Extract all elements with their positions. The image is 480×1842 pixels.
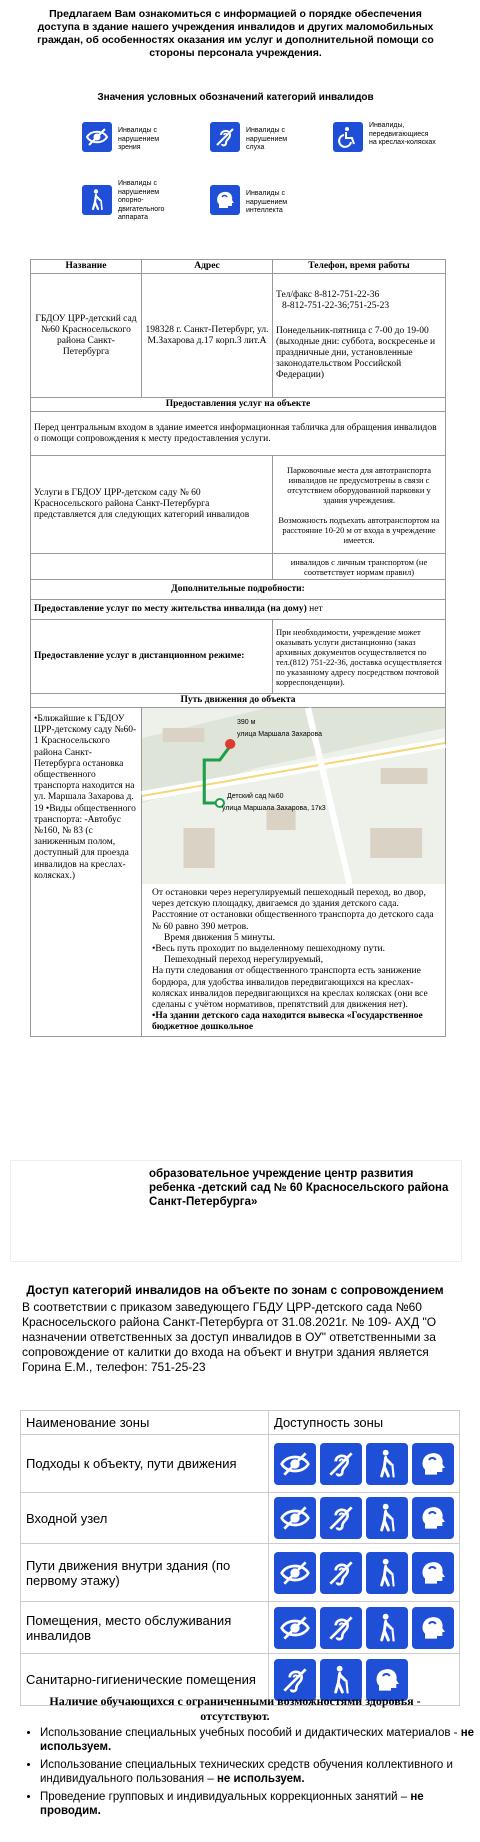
zone-name: Входной узел <box>21 1493 269 1544</box>
remote-value: При необходимости, учреждение может оказывать услуги дистанционно (заказ архивных документов осуществляется по тел.(812) 751-22-36, доставка осуществляется по указанному адресу посредством почтовой корреспонденции). <box>273 620 446 694</box>
legend-label-intellect: Инвалиды с нарушением интеллекта <box>246 190 288 214</box>
table-row <box>21 1602 460 1654</box>
hearing-icon <box>210 122 240 152</box>
zone-name: Помещения, место обслуживания инвалидов <box>21 1602 269 1654</box>
walking-cane-icon <box>366 1607 408 1649</box>
legend-label-mobility: Инвалиды с нарушением опорно-двигательного аппарата <box>118 180 165 221</box>
map-address: улица Маршала Захарова, 17к3 <box>222 805 326 812</box>
zone-access-icons <box>269 1435 460 1493</box>
students-list <box>18 1726 480 1818</box>
map-kindergarten: Детский сад №60 <box>227 793 284 800</box>
parking-text-3: инвалидов с личным транспортом (не соответствует нормам правил) <box>273 554 446 580</box>
table-row <box>21 1544 460 1602</box>
org-address: 198328 г. Санкт-Петербург, ул. М.Захарова д.17 корп.3 лит.А <box>142 274 273 398</box>
intro-text: Предлагаем Вам ознакомиться с информацией о порядке обеспечения доступа в здание нашего учреждения инвалидов и других маломобильных граждан, об особенностях оказания им услуг и дополнительной помощи со стороны персонала учреждения. <box>37 8 434 59</box>
route-point: На пути следования от общественного транспорта есть занижение бордюра, для удобства инвалидов передвигающихся на креслах- колясках инвалидов передвигающихся на креслах колясках (они все сделаны с учётом нормативов, препятствий для движения нет). <box>152 966 428 1011</box>
route-left: •Ближайшие к ГБДОУ ЦРР-детскому саду №60-1 Красносельского района Санкт-Петербурга остановка общественного транспорта находится на ул. Маршала Захарова д. 19 •Виды общественного транспорта: -Автобус №160, № 83 (с заниженным полом, доступный для проезда инвалидов на креслах-колясках.) <box>31 708 142 1037</box>
vision-icon <box>274 1443 316 1485</box>
home-service <box>31 600 446 620</box>
walking-cane-icon <box>366 1552 408 1594</box>
walking-cane-icon <box>82 185 112 215</box>
vision-icon <box>274 1552 316 1594</box>
services-text: Перед центральным входом в здание имеется информационная табличка для обращения инвалидов о помощи сопровождения к месту предоставления услуги. <box>31 412 446 456</box>
table-row <box>21 1435 460 1493</box>
vision-icon <box>82 122 112 152</box>
zone-name: Санитарно-гигиенические помещения <box>21 1654 269 1706</box>
zones-table <box>20 1410 460 1706</box>
org-contacts <box>273 274 446 398</box>
route-points <box>142 884 445 1036</box>
head-intellect-icon <box>412 1497 454 1539</box>
head-intellect-icon <box>412 1552 454 1594</box>
walking-cane-icon <box>366 1497 408 1539</box>
remote-label: Предоставление услуг в дистанционном режиме: <box>31 620 273 694</box>
table-row <box>21 1493 460 1544</box>
header-address: Адрес <box>142 260 273 274</box>
students-title: Наличие обучающихся с ограниченными возможностями здоровья - отсутствуют. <box>49 1694 421 1723</box>
hearing-icon <box>320 1443 362 1485</box>
head-intellect-icon <box>412 1607 454 1649</box>
parking-text-2: Возможность подъехать автотранспортом на расстояние 10-20 м от входа в учреждение имеется. <box>278 514 440 545</box>
route-right <box>142 708 446 1037</box>
walking-cane-icon <box>366 1443 408 1485</box>
home-service-label: Предоставление услуг по месту жительства инвалида (на дому) <box>34 604 307 614</box>
list-item: • Использование специальных технических средств обучения коллективного и индивидуального пользования – не используем. <box>40 1758 480 1786</box>
parking-info <box>273 456 446 554</box>
legend-title: Значения условных обозначений категорий инвалидов <box>97 92 374 103</box>
map-street: улица Маршала Захарова <box>237 731 323 738</box>
zone-access-icons <box>269 1544 460 1602</box>
wheelchair-icon <box>333 122 363 152</box>
route-point: Пешеходный переход нерегулируемый, <box>164 955 323 966</box>
route-title: Путь движения до объекта <box>31 694 446 708</box>
access-text: В соответствии с приказом заведующего ГБДУ ЦРР-детского сада №60 Красносельского района Санкт-Петербурга от 31.08.2021г. № 109- АХД "О назначении ответственных за доступ инвалидов в ОУ" ответственными за сопровождение от калитки до входа на объект и внутри здания является Горина Е.М., телефон: 751-25-23 <box>22 1300 437 1374</box>
parking-text: Парковочные места для автотранспорта инвалидов не предусмотрены в связи с отсутствием оборудованной парковки у здания учреждения. <box>287 464 431 505</box>
zones-header-access: Доступность зоны <box>269 1411 460 1435</box>
list-item: • Использование специальных учебных пособий и дидактических материалов - не используем. <box>40 1726 480 1754</box>
continuation-box <box>10 1160 462 1262</box>
hearing-icon <box>320 1552 362 1594</box>
home-service-value: нет <box>309 604 323 614</box>
route-point: •На здании детского сада находится вывеска «Государственное бюджетное дошкольное <box>152 1011 423 1033</box>
zone-access-icons <box>269 1602 460 1654</box>
phone-numbers: 8-812-751-22-36;751-25-23 <box>282 301 390 311</box>
hearing-icon <box>320 1497 362 1539</box>
phone-fax: Тел/факс 8-812-751-22-36 <box>276 290 380 300</box>
legend-label-vision: Инвалиды с нарушением зрения <box>118 127 160 151</box>
route-map <box>142 708 445 884</box>
zones-header-name: Наименование зоны <box>21 1411 269 1435</box>
services-title: Предоставления услуг на объекте <box>31 398 446 412</box>
hearing-icon <box>320 1607 362 1649</box>
info-table <box>30 259 446 1037</box>
access-title: Доступ категорий инвалидов на объекте по зонам с сопровождением <box>26 1283 444 1297</box>
org-name: ГБДОУ ЦРР-детский сад №60 Красносельского района Санкт- Петербурга <box>31 274 142 398</box>
legend-label-hearing: Инвалиды с нарушением слуха <box>246 127 288 151</box>
header-phone: Телефон, время работы <box>273 260 446 274</box>
zone-name: Пути движения внутри здания (по первому этажу) <box>21 1544 269 1602</box>
head-intellect-icon <box>210 185 240 215</box>
route-point: •Весь путь проходит по выделенному пешеходному пути. <box>152 944 385 955</box>
list-item: • Проведение групповых и индивидуальных коррекционных занятий – не проводим. <box>40 1790 480 1818</box>
head-intellect-icon <box>412 1443 454 1485</box>
route-point: От остановки через нерегулируемый пешеходный переход, во двор, через детскую площадку, двигаемся до здания детского сада. Расстояние от остановки общественного транспорта до детского сада № 60 равно 390 метров. <box>152 888 434 932</box>
route-point: Время движения 5 минуты. <box>164 932 275 943</box>
map-distance: 390 м <box>237 719 256 726</box>
extra-title: Дополнительные подробности: <box>31 580 446 600</box>
legend-label-wheelchair: Инвалиды, передвигающиеся на креслах-колясках <box>369 122 436 146</box>
zone-access-icons <box>269 1493 460 1544</box>
working-hours: Понедельник-пятница с 7-00 до 19-00 (выходные дни: суббота, воскресенье и праздничные дни, установленные законодательством Российской Федерации) <box>276 326 436 380</box>
header-name: Название <box>31 260 142 274</box>
services-for: Услуги в ГБДОУ ЦРР-детском саду № 60 Красносельского района Санкт-Петербурга представляется для следующих категорий инвалидов <box>31 456 273 554</box>
zone-name: Подходы к объекту, пути движения <box>21 1435 269 1493</box>
continuation-text: образовательное учреждение центр развития ребенка -детский сад № 60 Красносельского района Санкт-Петербурга» <box>149 1168 449 1208</box>
vision-icon <box>274 1497 316 1539</box>
vision-icon <box>274 1607 316 1649</box>
